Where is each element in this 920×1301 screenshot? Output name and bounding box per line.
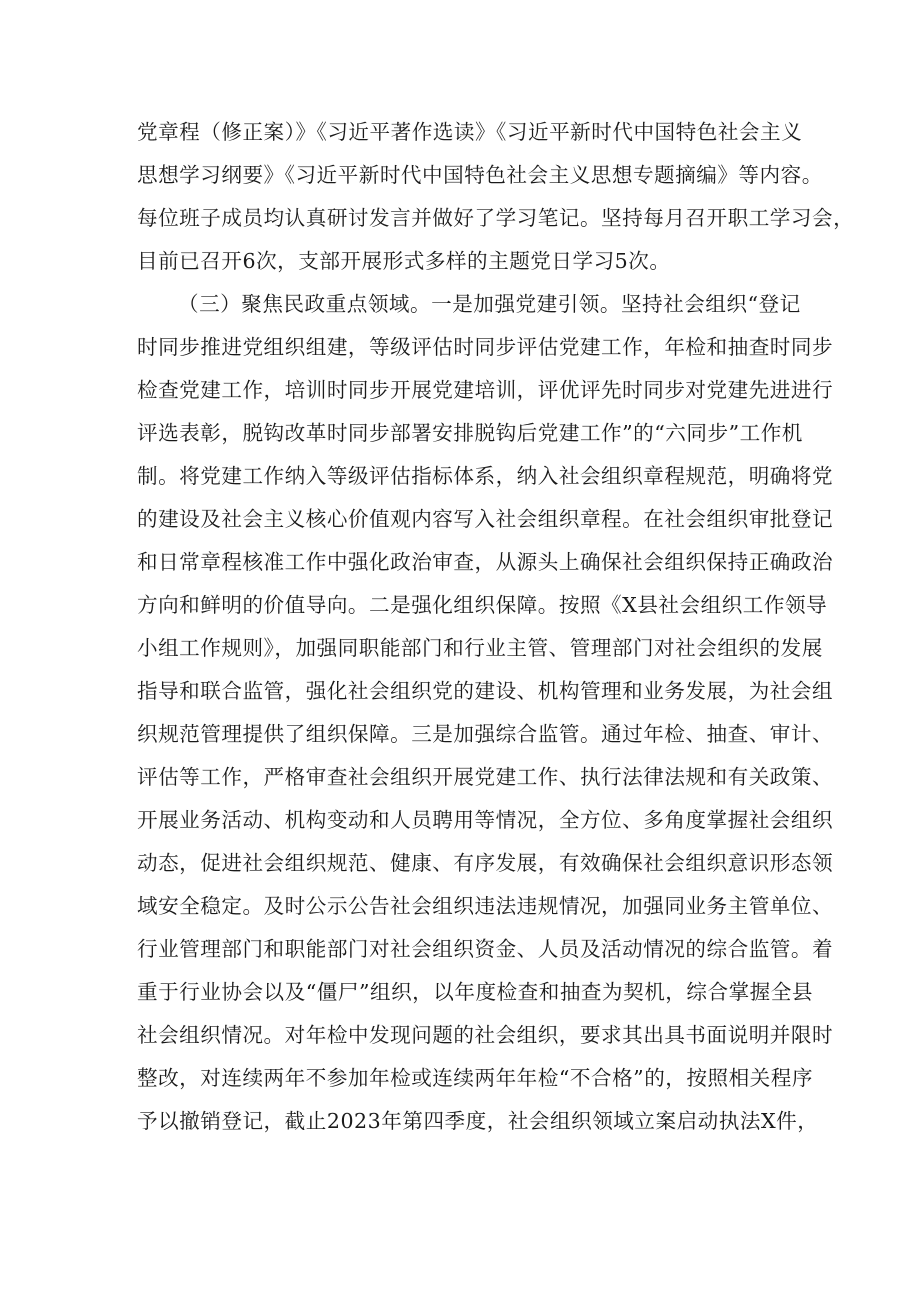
text-line: 指导和联合监管，强化社会组织党的建设、机构管理和业务发展，为社会组 <box>137 679 834 703</box>
text-line: 方向和鲜明的价值导向。二是强化组织保障。按照《X县社会组织工作领导 <box>137 593 828 617</box>
text-line: 目前已召开6次，支部开展形式多样的主题党日学习5次。 <box>137 249 671 273</box>
text-line: 域安全稳定。及时公示公告社会组织违法违规情况，加强同业务主管单位、 <box>137 894 834 918</box>
text-line: 整改，对连续两年不参加年检或连续两年年检“不合格”的，按照相关程序 <box>137 1066 813 1090</box>
text-line: 重于行业协会以及“僵尸”组织，以年度检查和抽查为契机，综合掌握全县 <box>137 980 813 1004</box>
text-line: 时同步推进党组织组建，等级评估时同步评估党建工作，年检和抽查时同步 <box>137 335 834 359</box>
text-line: 党章程（修正案）》《习近平著作选读》《习近平新时代中国特色社会主义 <box>137 120 803 144</box>
text-line: 小组工作规则》，加强同职能部门和行业主管、管理部门对社会组织的发展 <box>137 636 823 660</box>
text-line: 社会组织情况。对年检中发现问题的社会组织，要求其出具书面说明并限时 <box>137 1023 834 1047</box>
text-line: 思想学习纲要》《习近平新时代中国特色社会主义思想专题摘编》等内容。 <box>137 163 823 187</box>
text-line: 评估等工作，严格审查社会组织开展党建工作、执行法律法规和有关政策、 <box>137 765 834 789</box>
text-line: 织规范管理提供了组织保障。三是加强综合监管。通过年检、抽查、审计、 <box>137 722 834 746</box>
paragraph-heading-line: （三）聚焦民政重点领域。一是加强党建引领。坚持社会组织“登记 <box>178 292 801 316</box>
text-line: 开展业务活动、机构变动和人员聘用等情况，全方位、多角度掌握社会组织 <box>137 808 834 832</box>
text-line: 每位班子成员均认真研讨发言并做好了学习笔记。坚持每月召开职工学习会， <box>137 206 855 230</box>
text-line: 行业管理部门和职能部门对社会组织资金、人员及活动情况的综合监管。着 <box>137 937 834 961</box>
text-line: 制。将党建工作纳入等级评估指标体系，纳入社会组织章程规范，明确将党 <box>137 464 834 488</box>
text-line: 评选表彰，脱钩改革时同步部署安排脱钩后党建工作”的“六同步”工作机 <box>137 421 803 445</box>
text-line: 动态，促进社会组织规范、健康、有序发展，有效确保社会组织意识形态领 <box>137 851 834 875</box>
text-line: 检查党建工作，培训时同步开展党建培训，评优评先时同步对党建先进进行 <box>137 378 834 402</box>
text-line: 的建设及社会主义核心价值观内容写入社会组织章程。在社会组织审批登记 <box>137 507 834 531</box>
text-line: 和日常章程核准工作中强化政治审查，从源头上确保社会组织保持正确政治 <box>137 550 834 574</box>
text-line: 予以撤销登记，截止2023年第四季度，社会组织领域立案启动执法X件， <box>137 1109 819 1133</box>
